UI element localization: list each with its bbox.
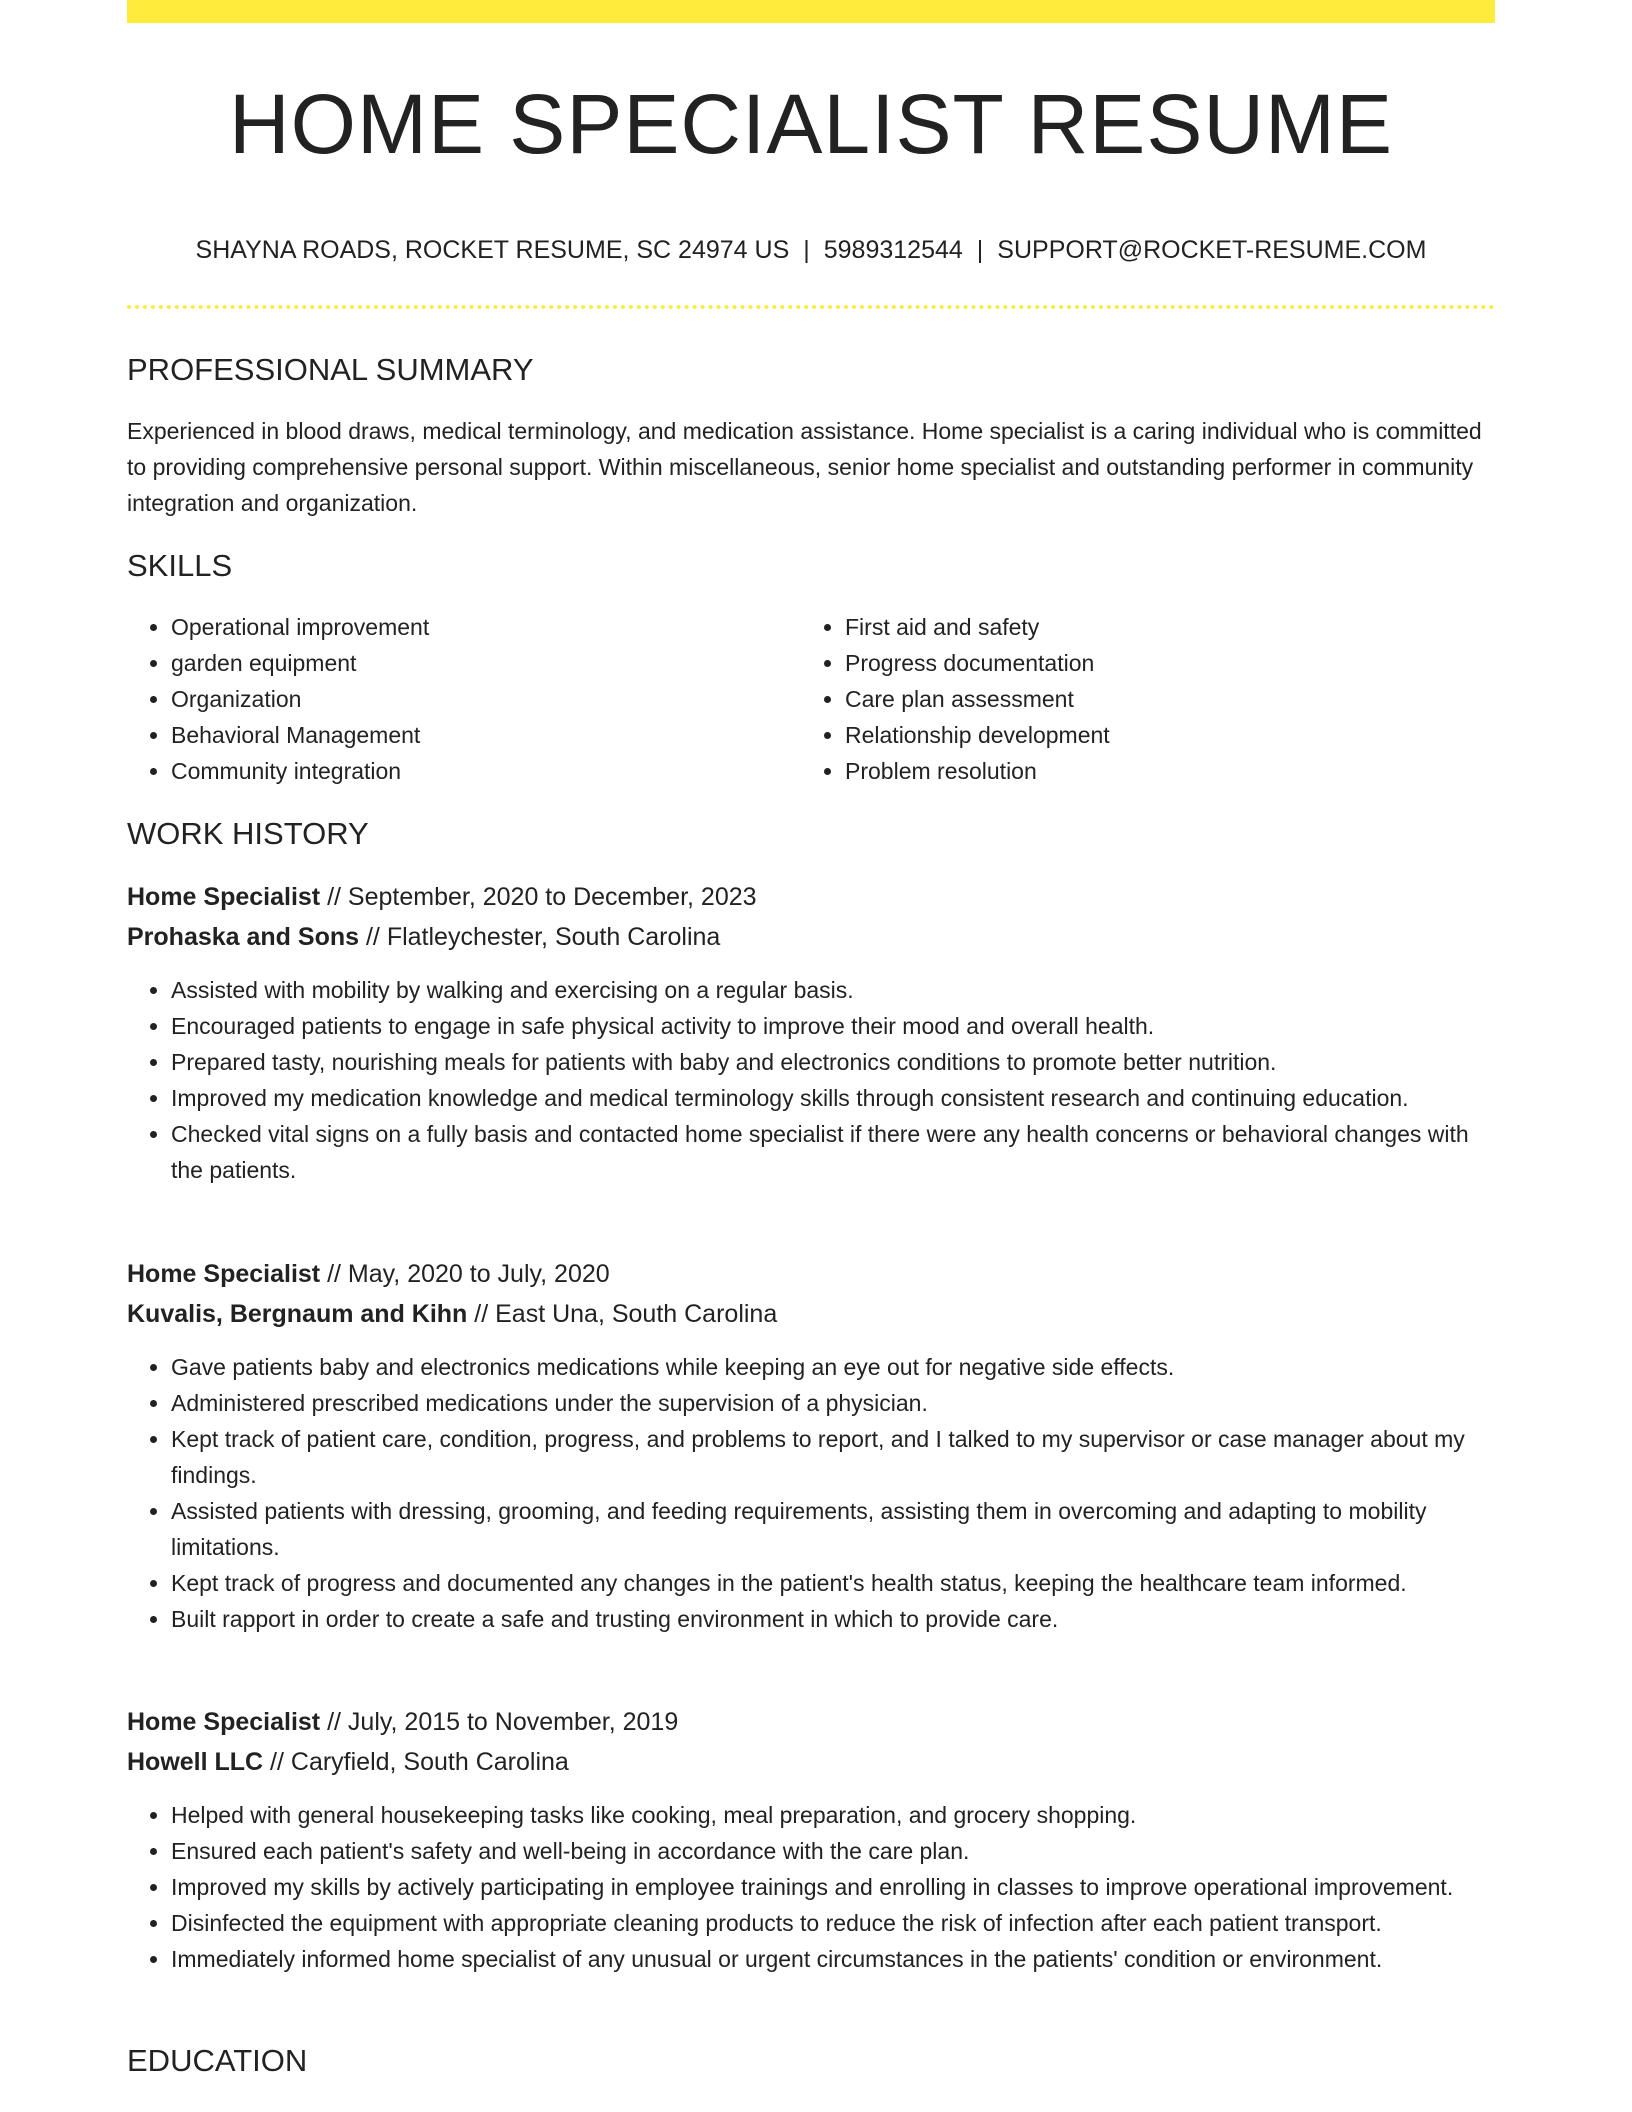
skill-item: • First aid and safety [845,609,1495,645]
job-company-line [127,923,720,952]
skill-item: • Care plan assessment [845,681,1495,717]
job-title-line [127,1260,610,1289]
job-dates: // September, 2020 to December, 2023 [320,883,757,911]
job-company-line [127,1748,569,1777]
education-heading: EDUCATION [127,2043,308,2078]
job-bullet: • Assisted with mobility by walking and exercising on a regular basis. [171,972,1495,1008]
job-bullet: • Checked vital signs on a fully basis and contacted home specialist if there were any health concerns or behavioral changes with the patients. [171,1116,1495,1188]
job-bullets [127,972,1495,1188]
skill-item: • Operational improvement [171,609,791,645]
contact-address: SHAYNA ROADS, ROCKET RESUME, SC 24974 US [195,236,790,264]
job-bullets [127,1797,1511,1977]
job-dates: // May, 2020 to July, 2020 [320,1260,610,1288]
skill-item: • Progress documentation [845,645,1495,681]
job-bullet: • Improved my skills by actively participating in employee trainings and enrolling in classes to improve operational improvement. [171,1869,1511,1905]
contact-line [127,236,1495,265]
job-bullet: • Built rapport in order to create a safe and trusting environment in which to provide care. [171,1601,1495,1637]
job-bullet: • Prepared tasty, nourishing meals for patients with baby and electronics conditions to promote better nutrition. [171,1044,1495,1080]
job-title-line [127,1708,678,1737]
job-bullet: • Administered prescribed medications under the supervision of a physician. [171,1385,1495,1421]
job-bullet: • Immediately informed home specialist of any unusual or urgent circumstances in the patients' condition or environment. [171,1941,1511,1977]
job-bullets [127,1349,1495,1637]
job-bullet: • Disinfected the equipment with appropriate cleaning products to reduce the risk of infection after each patient transport. [171,1905,1511,1941]
skill-item: • Behavioral Management [171,717,791,753]
dotted-divider [127,305,1495,309]
job-company: Howell LLC [127,1748,264,1776]
job-dates: // July, 2015 to November, 2019 [320,1708,679,1736]
contact-phone: 5989312544 [823,236,963,264]
job-company: Kuvalis, Bergnaum and Kihn [127,1300,468,1328]
job-bullet: • Helped with general housekeeping tasks like cooking, meal preparation, and grocery shopping. [171,1797,1511,1833]
contact-separator: | [976,236,984,264]
skill-item: • Community integration [171,753,791,789]
job-bullet: • Assisted patients with dressing, grooming, and feeding requirements, assisting them in overcoming and adapting to mobility limitations. [171,1493,1495,1565]
job-title-line [127,883,757,912]
job-bullet: • Ensured each patient's safety and well-being in accordance with the care plan. [171,1833,1511,1869]
resume-title: HOME SPECIALIST RESUME [228,77,1394,171]
job-bullet: • Gave patients baby and electronics medications while keeping an eye out for negative side effects. [171,1349,1495,1385]
skill-item: • Problem resolution [845,753,1495,789]
job-bullet: • Encouraged patients to engage in safe physical activity to improve their mood and overall health. [171,1008,1495,1044]
job-title: Home Specialist [127,1260,321,1288]
job-company-line [127,1300,777,1329]
summary-text: Experienced in blood draws, medical terminology, and medication assistance. Home specialist is a caring individual who is committed to providing comprehensive personal support. Within miscellaneous, senior home specialist and outstanding performer in community integration and organization. [127,418,1482,516]
skill-item: • Relationship development [845,717,1495,753]
skills-heading: SKILLS [127,548,233,583]
skills-list-right [801,609,1495,789]
job-title: Home Specialist [127,1708,321,1736]
contact-separator: | [803,236,810,264]
job-bullet: • Improved my medication knowledge and medical terminology skills through consistent research and continuing education. [171,1080,1495,1116]
job-location: // East Una, South Carolina [467,1300,778,1328]
contact-email[interactable]: SUPPORT@ROCKET-RESUME.COM [997,236,1427,264]
job-title: Home Specialist [127,883,321,911]
accent-top-bar [127,0,1495,23]
job-bullet: • Kept track of patient care, condition, progress, and problems to report, and I talked to my supervisor or case manager about my findings. [171,1421,1495,1493]
job-bullet: • Kept track of progress and documented any changes in the patient's health status, keeping the healthcare team informed. [171,1565,1495,1601]
job-location: // Flatleychester, South Carolina [359,923,721,951]
summary-heading: PROFESSIONAL SUMMARY [127,352,534,387]
skill-item: • garden equipment [171,645,791,681]
job-company: Prohaska and Sons [127,923,360,951]
skill-item: • Organization [171,681,791,717]
job-location: // Caryfield, South Carolina [263,1748,569,1776]
work-history-heading: WORK HISTORY [127,816,369,851]
skills-list-left [127,609,791,789]
